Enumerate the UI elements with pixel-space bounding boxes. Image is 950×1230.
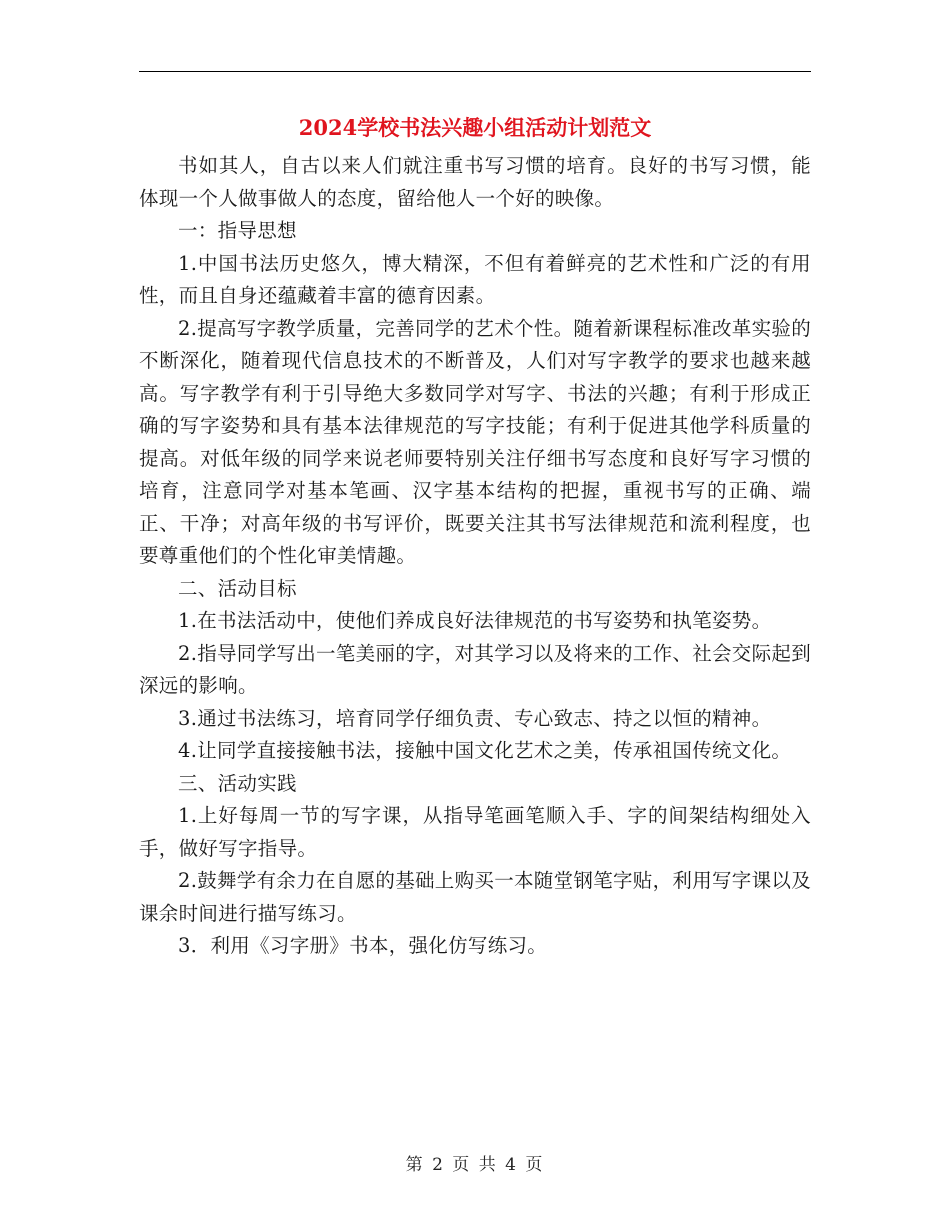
list-item-paragraph: 4.让同学直接接触书法，接触中国文化艺术之美，传承祖国传统文化。 <box>178 739 792 762</box>
list-item-paragraph: 2.提高写字教学质量，完善同学的艺术个性。随着新课程标准改革实验的不断深化，随着现代信息技术的不断普及，人们对写字教学的要求也越来越高。写字教学有利于引导绝大多数同学对写字、书法的兴趣；有利于形成正确的写字姿势和具有基本法律规范的写字技能；有利于促进其他学科质量的提高。对低年级的同学来说老师要特别关注仔细书写态度和良好写字习惯的培育，注意同学对基本笔画、汉字基本结构的把握，重视书写的正确、端正、干净；对高年级的书写评价，既要关注其书写法律规范和流利程度，也要尊重他们的个性化审美情趣。 <box>139 316 812 567</box>
document-body <box>139 150 811 963</box>
list-item-paragraph: 3．利用《习字册》书本，强化仿写练习。 <box>178 934 548 957</box>
header-rule <box>139 71 811 72</box>
list-item-paragraph: 2.鼓舞学有余力在自愿的基础上购买一本随堂钢笔字贴，利用写字课以及课余时间进行描写练习。 <box>139 869 812 925</box>
section-heading-activity-practice: 三、活动实践 <box>178 771 297 795</box>
list-item-paragraph: 2.指导同学写出一笔美丽的字，对其学习以及将来的工作、社会交际起到深远的影响。 <box>139 641 812 697</box>
intro-paragraph: 书如其人，自古以来人们就注重书写习惯的培育。良好的书写习惯，能体现一个人做事做人的态度，留给他人一个好的映像。 <box>139 154 811 210</box>
page-number-footer: 第 2 页 共 4 页 <box>405 1155 545 1175</box>
list-item-paragraph: 1.上好每周一节的写字课，从指导笔画笔顺入手、字的间架结构细处入手，做好写字指导。 <box>139 804 811 860</box>
section-heading-guiding-thought: 一：指导思想 <box>178 219 297 242</box>
list-item-paragraph: 3.通过书法练习，培育同学仔细负责、专心致志、持之以恒的精神。 <box>178 706 772 730</box>
list-item-paragraph: 1.在书法活动中，使他们养成良好法律规范的书写姿势和执笔姿势。 <box>178 609 772 632</box>
section-heading-activity-goals: 二、活动目标 <box>178 576 297 600</box>
document-title: 2024学校书法兴趣小组活动计划范文 <box>298 115 652 140</box>
list-item-paragraph: 1.中国书法历史悠久，博大精深，不但有着鲜亮的艺术性和广泛的有用性，而且自身还蕴藏着丰富的德育因素。 <box>139 251 811 307</box>
